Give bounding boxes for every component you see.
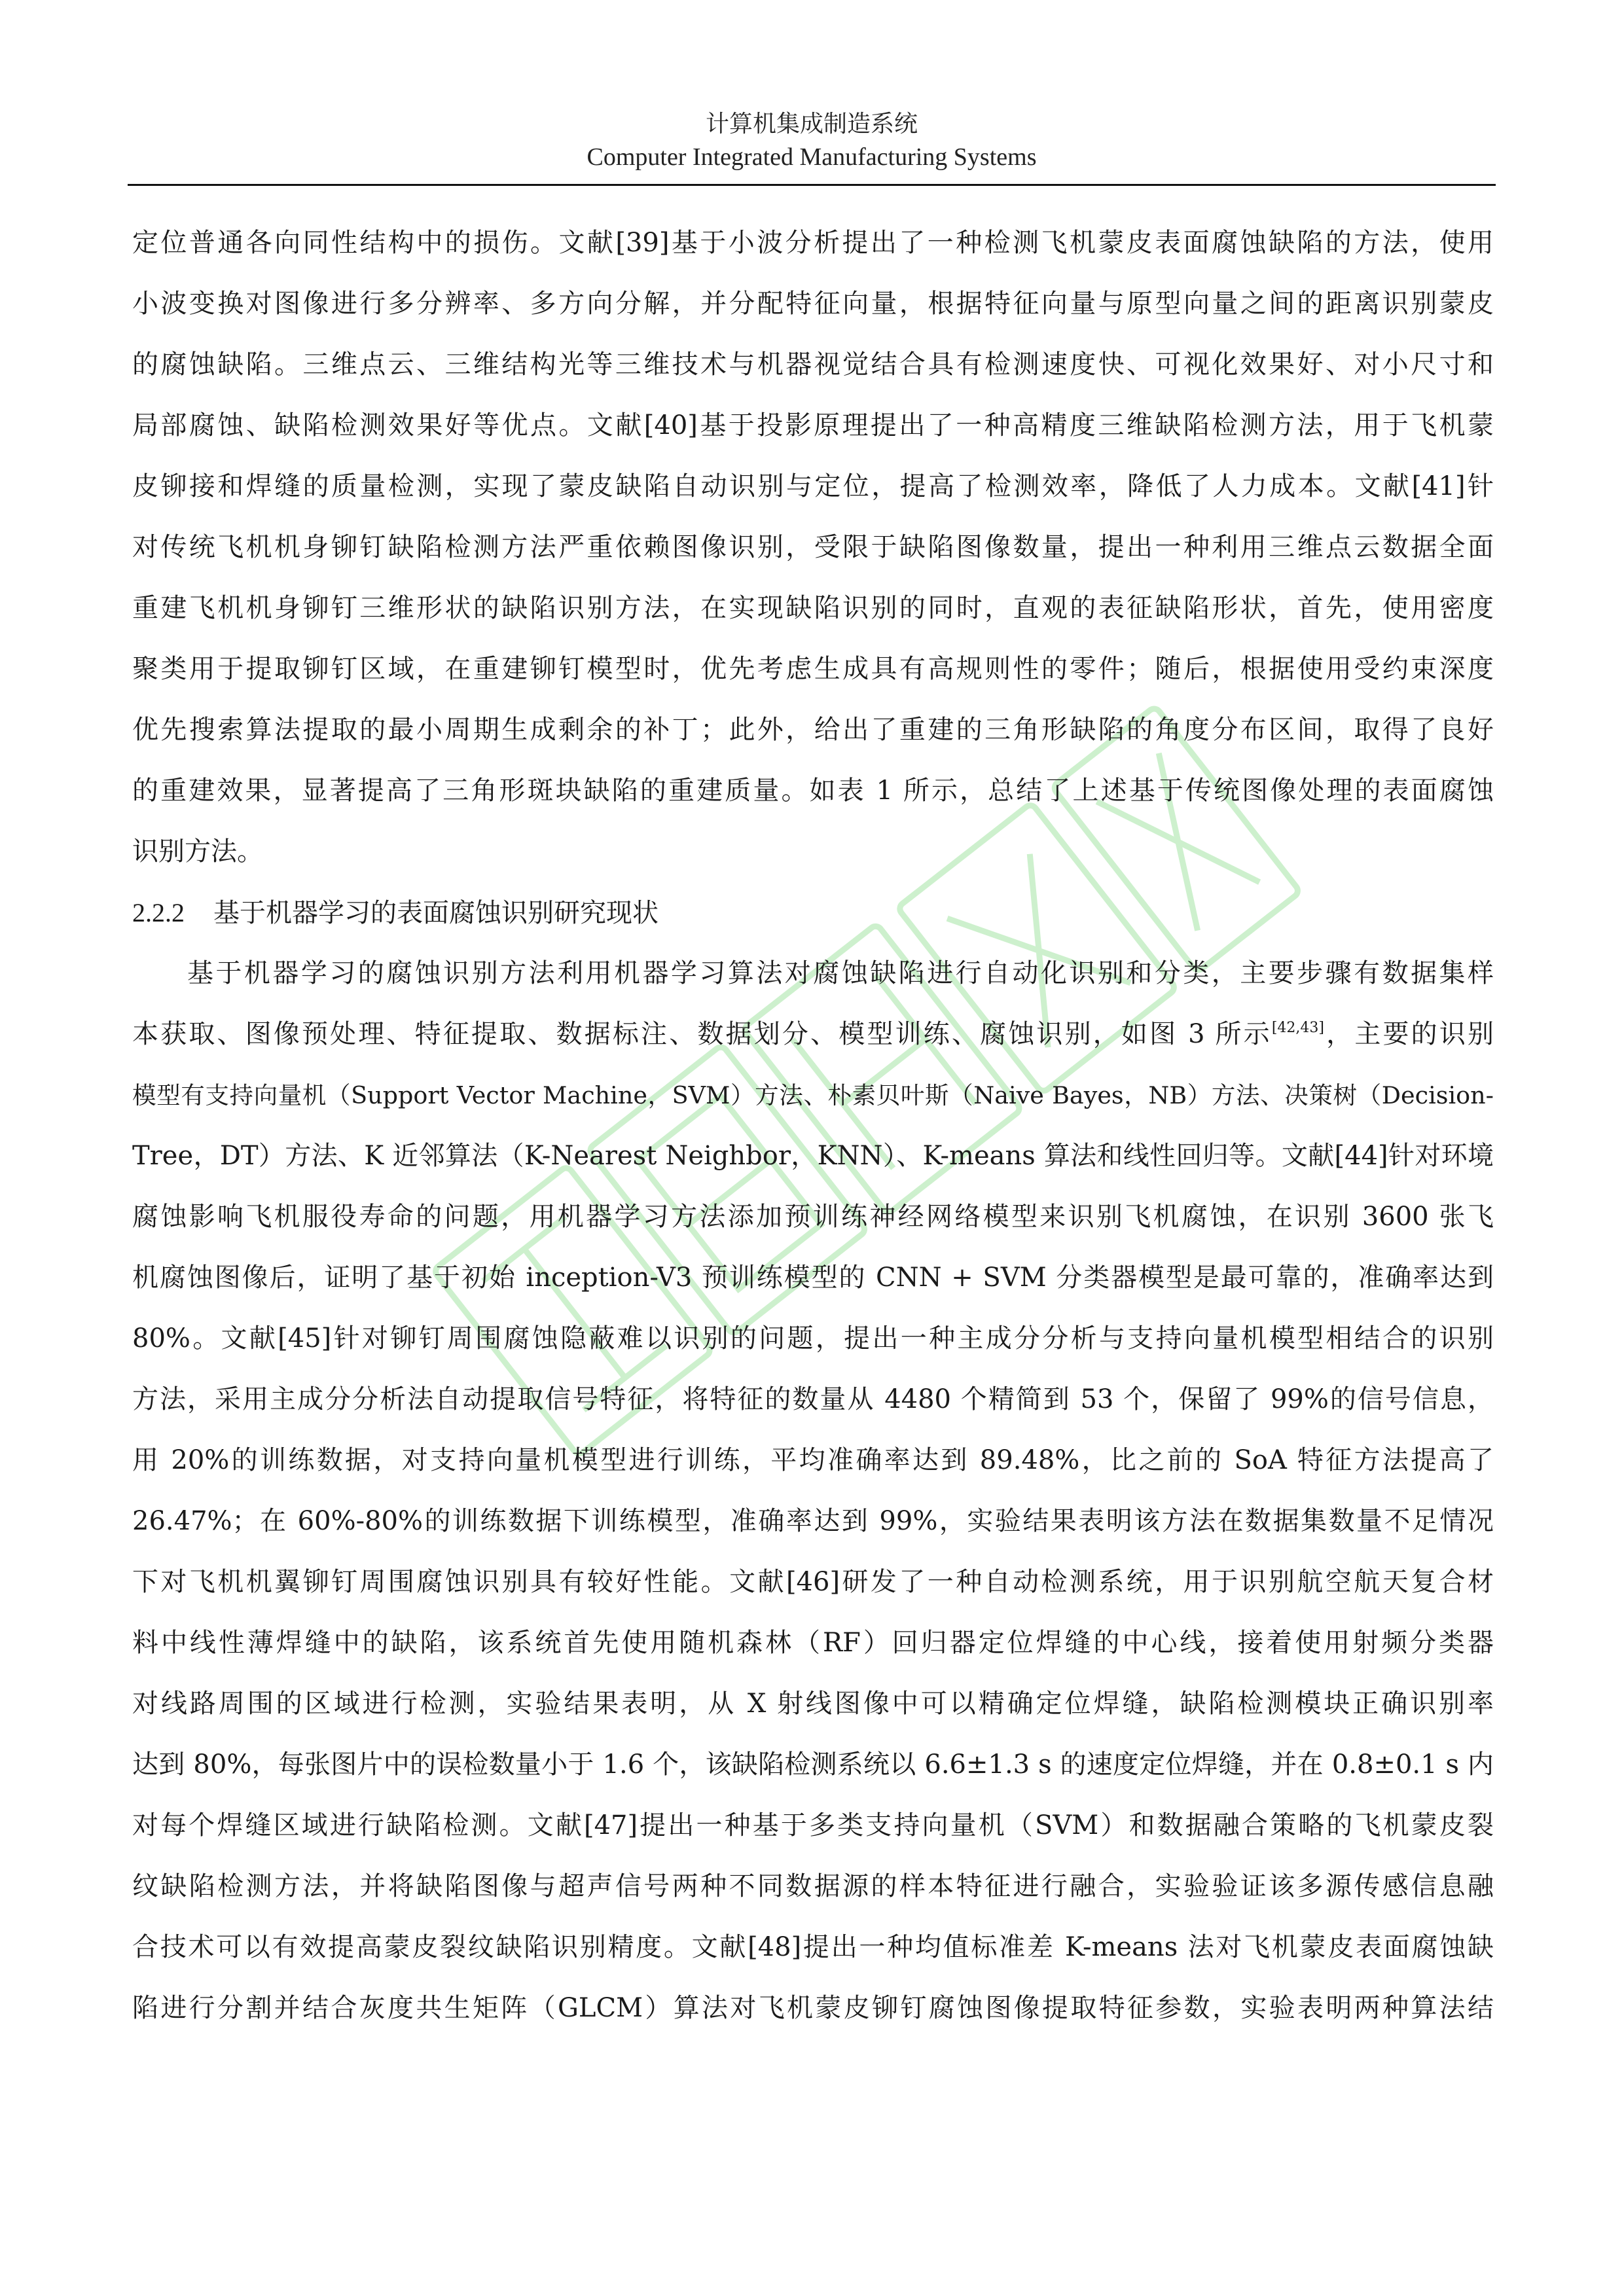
text-line: 纹缺陷检测方法，并将缺陷图像与超声信号两种不同数据源的样本特征进行融合，实验验证该多源传感信息融 (132, 1871, 1494, 1901)
text-line: 料中线性薄焊缝中的缺陷，该系统首先使用随机森林（RF）回归器定位焊缝的中心线，接着使用射频分类器 (132, 1628, 1494, 1658)
text-line: 小波变换对图像进行多分辨率、多方向分解，并分配特征向量，根据特征向量与原型向量之间的距离识别蒙皮 (132, 289, 1494, 319)
page-header (128, 108, 1496, 173)
text-line: 的重建效果，显著提高了三角形斑块缺陷的重建质量。如表 1 所示，总结了上述基于传统图像处理的表面腐蚀 (132, 776, 1494, 806)
text-fragment: ，主要的识别 (1324, 1019, 1494, 1049)
text-line: 用 20%的训练数据，对支持向量机模型进行训练，平均准确率达到 89.48%，比之前的 SoA 特征方法提高了 (132, 1445, 1494, 1475)
text-line: 对线路周围的区域进行检测，实验结果表明，从 X 射线图像中可以精确定位焊缝，缺陷检测模块正确识别率 (132, 1689, 1494, 1719)
text-line: 局部腐蚀、缺陷检测效果好等优点。文献[40]基于投影原理提出了一种高精度三维缺陷检测方法，用于飞机蒙 (132, 410, 1494, 440)
text-line: 优先搜索算法提取的最小周期生成剩余的补丁；此外，给出了重建的三角形缺陷的角度分布区间，取得了良好 (132, 715, 1494, 745)
text-line: 重建飞机机身铆钉三维形状的缺陷识别方法，在实现缺陷识别的同时，直观的表征缺陷形状，首先，使用密度 (132, 593, 1494, 623)
text-line: 对每个焊缝区域进行缺陷检测。文献[47]提出一种基于多类支持向量机（SVM）和数据融合策略的飞机蒙皮裂 (132, 1810, 1494, 1840)
journal-title-cn: 计算机集成制造系统 (705, 111, 918, 137)
text-line: 腐蚀影响飞机服役寿命的问题，用机器学习方法添加预训练神经网络模型来识别飞机腐蚀，在识别 3600 张飞 (132, 1202, 1494, 1232)
journal-title-en: Computer Integrated Manufacturing Systems (586, 143, 1037, 171)
text-line: 聚类用于提取铆钉区域，在重建铆钉模型时，优先考虑生成具有高规则性的零件；随后，根据使用受约束深度 (132, 654, 1494, 684)
citation-superscript: [42,43] (1271, 1020, 1324, 1036)
text-line: 识别方法。 (132, 836, 263, 867)
text-line (132, 1004, 1494, 1065)
text-line: 对传统飞机机身铆钉缺陷检测方法严重依赖图像识别，受限于缺陷图像数量，提出一种利用三维点云数据全面 (132, 532, 1494, 562)
text-line: 达到 80%，每张图片中的误检数量小于 1.6 个，该缺陷检测系统以 6.6±1.3 s 的速度定位焊缝，并在 0.8±0.1 s 内 (132, 1749, 1494, 1780)
section-heading (132, 882, 1494, 943)
text-fragment: 本获取、图像预处理、特征提取、数据标注、数据划分、模型训练、腐蚀识别，如图 3 所示 (132, 1019, 1272, 1049)
text-line: 模型有支持向量机（Support Vector Machine，SVM）方法、朴素贝叶斯（Naive Bayes，NB）方法、决策树（Decision- (132, 1081, 1494, 1109)
text-line: 方法，采用主成分分析法自动提取信号特征，将特征的数量从 4480 个精简到 53 个，保留了 99%的信号信息， (132, 1384, 1494, 1414)
text-line: 80%。文献[45]针对铆钉周围腐蚀隐蔽难以识别的问题，提出一种主成分分析与支持向量机模型相结合的识别 (132, 1323, 1494, 1354)
text-line: 机腐蚀图像后，证明了基于初始 inception-V3 预训练模型的 CNN + SVM 分类器模型是最可靠的，准确率达到 (132, 1263, 1494, 1293)
text-line: 26.47%；在 60%-80%的训练数据下训练模型，准确率达到 99%，实验结果表明该方法在数据集数量不足情况 (132, 1506, 1494, 1536)
text-line: 基于机器学习的腐蚀识别方法利用机器学习算法对腐蚀缺陷进行自动化识别和分类，主要步骤有数据集样 (187, 958, 1494, 988)
text-line: 陷进行分割并结合灰度共生矩阵（GLCM）算法对飞机蒙皮铆钉腐蚀图像提取特征参数，实验表明两种算法结 (132, 1993, 1494, 2023)
text-line: 下对飞机机翼铆钉周围腐蚀识别具有较好性能。文献[46]研发了一种自动检测系统，用于识别航空航天复合材 (132, 1567, 1494, 1597)
header-rule (128, 184, 1496, 186)
text-line: 定位普通各向同性结构中的损伤。文献[39]基于小波分析提出了一种检测飞机蒙皮表面腐蚀缺陷的方法，使用 (132, 228, 1494, 258)
section-number: 2.2.2 (132, 898, 185, 927)
text-line: Tree，DT）方法、K 近邻算法（K-Nearest Neighbor，KNN）、K-means 算法和线性回归等。文献[44]针对环境 (132, 1141, 1494, 1171)
text-line: 皮铆接和焊缝的质量检测，实现了蒙皮缺陷自动识别与定位，提高了检测效率，降低了人力成本。文献[41]针 (132, 471, 1494, 501)
body-text (132, 213, 1494, 2039)
text-line: 合技术可以有效提高蒙皮裂纹缺陷识别精度。文献[48]提出一种均值标准差 K-means 法对飞机蒙皮表面腐蚀缺 (132, 1932, 1494, 1962)
text-line: 的腐蚀缺陷。三维点云、三维结构光等三维技术与机器视觉结合具有检测速度快、可视化效果好、对小尺寸和 (132, 350, 1494, 380)
section-title: 基于机器学习的表面腐蚀识别研究现状 (213, 898, 659, 928)
